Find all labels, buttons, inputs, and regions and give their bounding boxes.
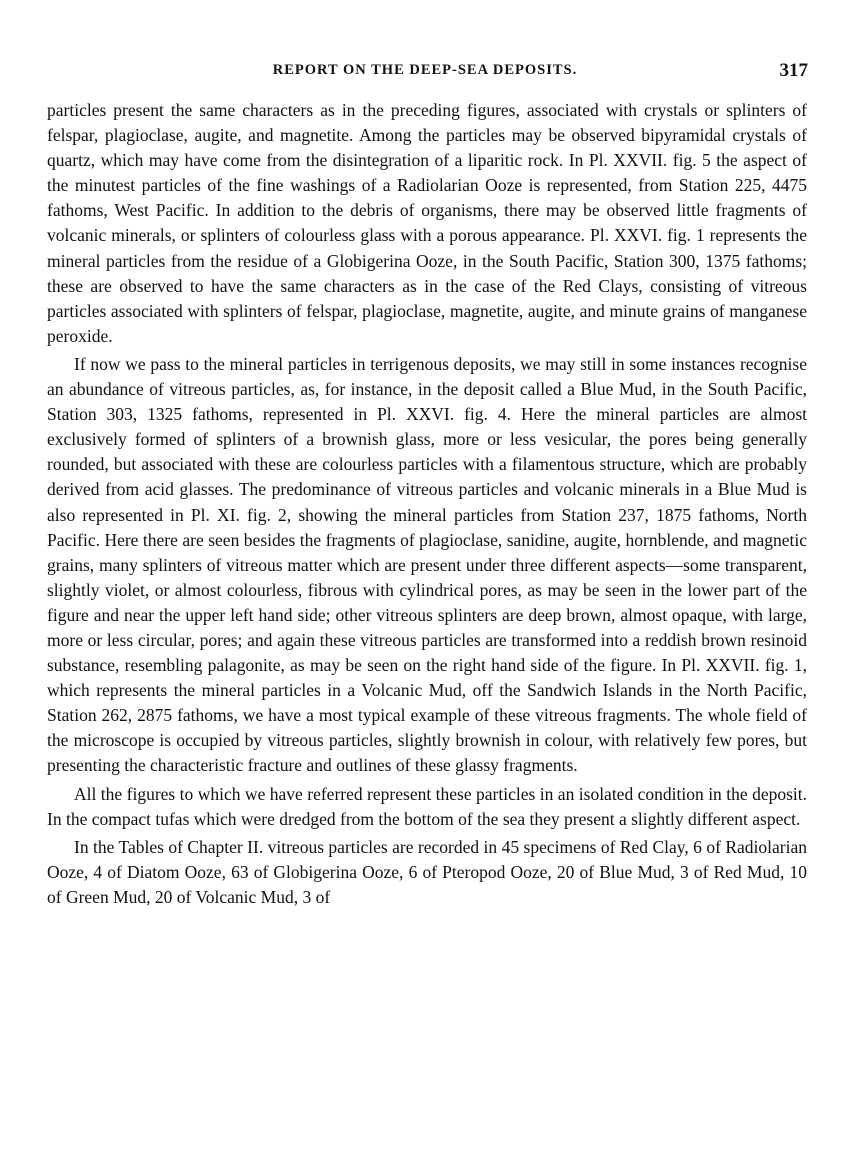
body-text — [47, 98, 807, 913]
paragraph-tables-chapter: In the Tables of Chapter II. vitreous particles are recorded in 45 specimens of Red Clay, 6 of Radiolarian Ooze, 4 of Diatom Ooze, 63 of Globigerina Ooze, 6 of Pteropod Ooze, 20 of Blue Mud, 3 of Red Mud, 10 of Green Mud, 20 of Volcanic Mud, 3 of — [47, 836, 807, 907]
page-number: 317 — [779, 60, 808, 81]
running-head — [0, 60, 850, 84]
paragraph-terrigenous-deposits: If now we pass to the mineral particles in terrigenous deposits, we may still in some instances recognise an abundance of vitreous particles, as, for instance, in the deposit called a Blue Mud, in the South Pacific, Station 303, 1325 fathoms, represented in Pl. XXVI. fig. 4. Here the mineral particles are almost exclusively formed of splinters of a brownish glass, more or less vesicular, the pores being generally rounded, but associated with these are colourless particles with a filamentous structure, which are probably derived from acid glasses. The predominance of vitreous particles and volcanic minerals in a Blue Mud is also represented in Pl. XI. fig. 2, showing the mineral particles from Station 237, 1875 fathoms, North Pacific. Here there are seen besides the fragments of plagioclase, sanidine, augite, hornblende, and magnetic grains, many splinters of vitreous matter which are present under three different aspects—some transparent, slightly violet, or almost colourless, fibrous with cylindrical pores, as may be seen in the lower part of the figure and near the upper left hand side; other vitreous splinters are deep brown, almost opaque, with large, more or less circular, pores; and again these vitreous particles are transformed into a reddish brown resinoid substance, resembling palagonite, as may be seen on the right hand side of the figure. In Pl. XXVII. fig. 1, which represents the mineral particles in a Volcanic Mud, off the Sandwich Islands in the North Pacific, Station 262, 2875 fathoms, we have a most typical example of these vitreous fragments. The whole field of the microscope is occupied by vitreous particles, slightly brownish in colour, with relatively few pores, but presenting the characteristic fracture and outlines of these glassy fragments. — [47, 353, 807, 776]
paragraph-continuation: particles present the same characters as in the preceding figures, associated with crystals or splinters of felspar, plagioclase, augite, and magnetite. Among the particles may be observed bipyramidal crystals of quartz, which may have come from the disintegration of a liparitic rock. In Pl. XXVII. fig. 5 the aspect of the minutest particles of the fine washings of a Radiolarian Ooze is represented, from Station 225, 4475 fathoms, West Pacific. In addition to the debris of organisms, there may be observed little fragments of volcanic minerals, or splinters of colourless glass with a porous appearance. Pl. XXVI. fig. 1 represents the mineral particles from the residue of a Globigerina Ooze, in the South Pacific, Station 300, 1375 fathoms; these are observed to have the same characters as in the case of the Red Clays, consisting of vitreous particles associated with splinters of felspar, plagioclase, magnetite, augite, and minute grains of manganese peroxide. — [47, 100, 807, 346]
paragraph-figures-note: All the figures to which we have referred represent these particles in an isolated condition in the deposit. In the compact tufas which were dredged from the bottom of the sea they present a slightly different aspect. — [47, 783, 807, 829]
running-title: REPORT ON THE DEEP-SEA DEPOSITS. — [272, 62, 578, 78]
